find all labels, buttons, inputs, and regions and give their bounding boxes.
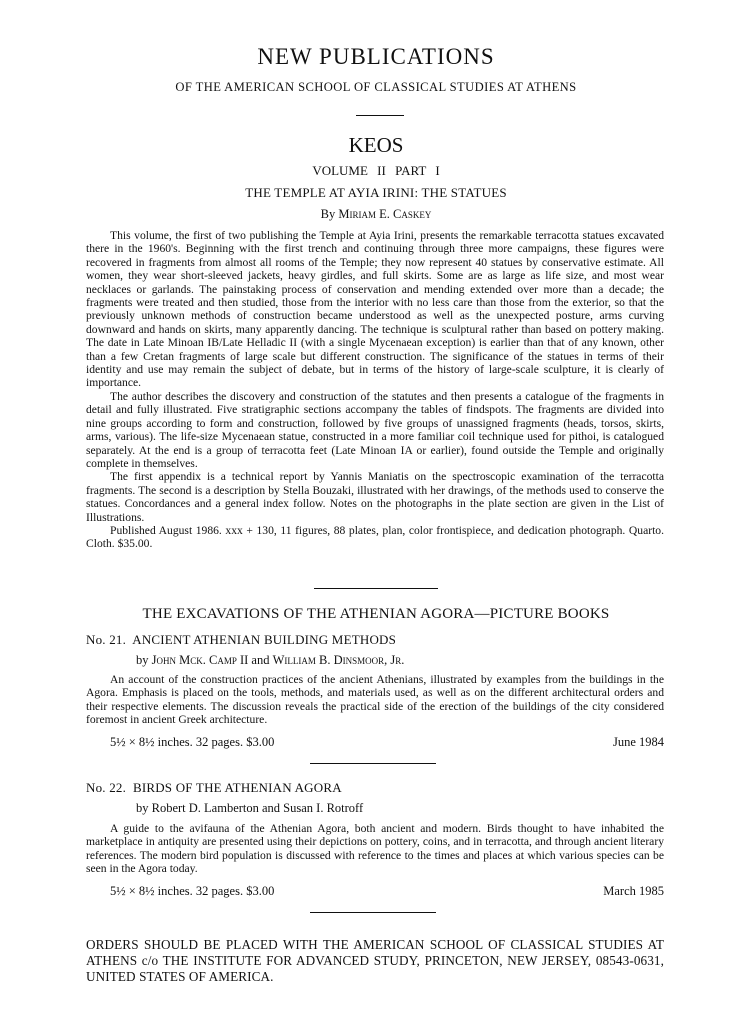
section-title: THE EXCAVATIONS OF THE ATHENIAN AGORA—PICTURE BOOKS [142,606,610,622]
publication-date: June 1984 [612,735,664,749]
book-heading [86,780,342,796]
book-number: No. 22. [86,780,127,795]
divider [356,115,404,116]
author-name: Miriam E. Caskey [338,207,432,221]
by-label: By [320,207,336,221]
byline: by John Mck. Camp II and William B. Dinsmoor, Jr. [136,653,405,667]
publication-details: Published August 1986. xxx + 130, 11 figures, 88 plates, plan, color frontispiece, and dedication photograph. Quarto. Cloth. $35.00. [86,523,664,551]
author-name: William B. Dinsmoor, Jr. [272,653,405,667]
paragraph: The first appendix is a technical report by Yannis Maniatis on the spectroscopic examination of the terracotta fragments. The second is a description by Stella Bouzaki, illustrated with her drawings, of the methods used to conserve the statues. Concordances and a general index follow. Notes on the photographs in the plate section are given in the List of Illustrations. [86,470,664,524]
book-description: An account of the construction practices of the ancient Athenians, illustrated by examples from the buildings in the Agora. Emphasis is placed on the tools, methods, and materials used, as well as on the different architectural orders and their respective elements. The discussion reveals the practical side of the erection of the buildings of the city considered foremost in ancient Greek architecture. [86,673,664,727]
byline [0,207,752,222]
book-description: A guide to the avifauna of the Athenian Agora, both ancient and modern. Birds thought to have inhabited the marketplace in antiquity are presented using their depictions on pottery, coins, and in terracotta, and through ancient literary references. The modern bird population is discussed with reference to the times and places at which various species can be seen in the Agora today. [86,822,664,876]
series-title: KEOS [348,133,404,157]
book-specs: 5½ × 8½ inches. 32 pages. $3.00 [110,884,275,898]
divider [314,588,438,589]
divider [310,763,436,764]
book-heading [86,632,396,648]
byline: by Robert D. Lamberton and Susan I. Rotroff [136,801,364,815]
book-title: THE TEMPLE AT AYIA IRINI: THE STATUES [245,185,507,200]
paragraph: This volume, the first of two publishing the Temple at Ayia Irini, presents the remarkable terracotta statues excavated there in the 1960's. Beginning with the first trench and continuing through three more campaigns, these figures were recovered in fragments from almost all rooms of the Temple; they now represent 40 statues by conservative estimate. All women, they wear short-sleeved jackets, heavy girdles, and full skirts. Some are as large as life size, and most wear necklaces or garlands. The painstaking process of conservation and mending extended over more than a decade; the fragments were treated and then studied, those from the interior with no less care than those from the exterior, so that the previously unknown methods of construction became understood as well as the unexpected posture, arms curving downward and hands on skirts, many apparently dancing. The technique is sculptural rather than based on pottery making. The date in Late Minoan IB/Late Helladic II (with a single Mycenaean exception) is earlier than that of any known, other than a few Cretan fragments of large scale but different construction. The significance of the statues in terms of their identity and use may remain the subject of debate, but in terms of the history of large-scale sculpture, it is clearly of importance. [86,229,664,390]
page-subtitle: OF THE AMERICAN SCHOOL OF CLASSICAL STUDIES AT ATHENS [175,80,577,94]
publication-date: March 1985 [603,884,664,898]
author-name: John Mck. Camp II [151,653,249,667]
book-title: BIRDS OF THE ATHENIAN AGORA [132,780,342,795]
paragraph: The author describes the discovery and construction of the statutes and then presents a catalogue of the fragments in detail and fully illustrated. Five stratigraphic sections accompany the tables of findspots. The fragments are divided into nine groups according to form and construction, followed by five groups of unassigned fragments (heads, torsos, skirts, arms, various). The life-size Mycenaean statue, constructed in a more familiar coil technique used for pithoi, is catalogued separately. At the end is a group of terracotta feet (Late Minoan IA or earlier), found outside the Temple and originally complete in themselves. [86,389,664,470]
book-number: No. 21. [86,632,127,647]
page-title: NEW PUBLICATIONS [257,44,495,69]
keos-description [86,229,664,551]
divider [310,912,436,913]
volume-label: VOLUME II PART I [312,163,440,178]
book-title: ANCIENT ATHENIAN BUILDING METHODS [132,632,397,647]
book-specs: 5½ × 8½ inches. 32 pages. $3.00 [110,735,275,749]
ordering-info: ORDERS SHOULD BE PLACED WITH THE AMERICAN SCHOOL OF CLASSICAL STUDIES AT ATHENS c/o THE INSTITUTE FOR ADVANCED STUDY, PRINCETON, NEW JERSEY, 08543-0631, UNITED STATES OF AMERICA. [86,937,664,984]
